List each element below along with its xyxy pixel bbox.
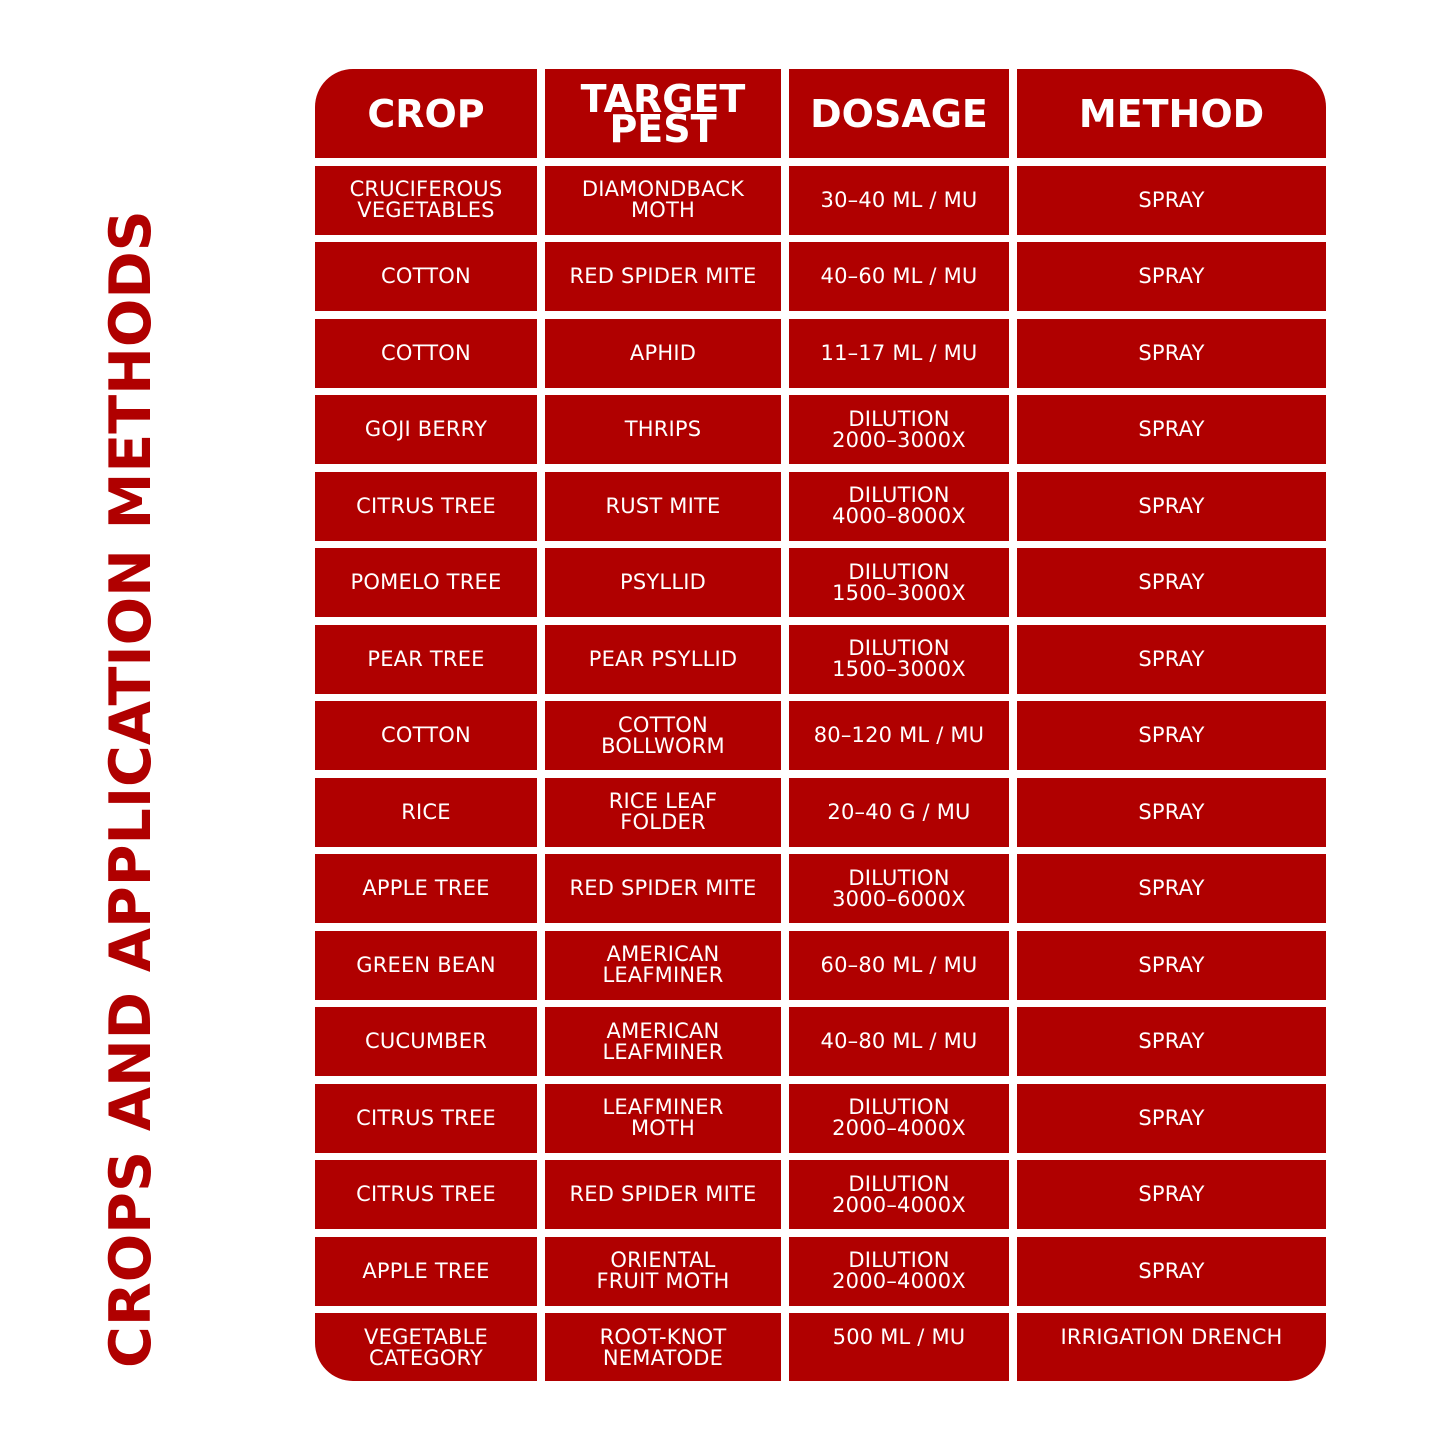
table-cell-dosage: DILUTION 2000–4000X (789, 1237, 1009, 1306)
table-cell-crop: COTTON (315, 701, 537, 770)
table-cell-crop: APPLE TREE (315, 1237, 537, 1306)
table-cell-method: SPRAY (1017, 472, 1326, 541)
table-cell-method: SPRAY (1017, 319, 1326, 388)
table-cell-dosage: DILUTION 2000–4000X (789, 1160, 1009, 1229)
table-cell-method: SPRAY (1017, 625, 1326, 694)
table-cell-dosage: DILUTION 4000–8000X (789, 472, 1009, 541)
table-cell-dosage: 11–17 ML / MU (789, 319, 1009, 388)
table-cell-method: SPRAY (1017, 1160, 1326, 1229)
table-cell-crop: COTTON (315, 319, 537, 388)
table-cell-target-pest: RED SPIDER MITE (545, 1160, 781, 1229)
table-cell-method: SPRAY (1017, 166, 1326, 235)
table-cell-crop: CRUCIFEROUS VEGETABLES (315, 166, 537, 235)
table-cell-target-pest: RED SPIDER MITE (545, 854, 781, 923)
table-cell-dosage: 20–40 G / MU (789, 778, 1009, 847)
table-cell-method: SPRAY (1017, 548, 1326, 617)
table-cell-dosage: DILUTION 2000–4000X (789, 1084, 1009, 1153)
table-cell-dosage: 80–120 ML / MU (789, 701, 1009, 770)
table-cell-crop: CUCUMBER (315, 1007, 537, 1076)
table-cell-target-pest: PSYLLID (545, 548, 781, 617)
table-cell-target-pest: THRIPS (545, 395, 781, 464)
table-cell-crop: GOJI BERRY (315, 395, 537, 464)
table-cell-target-pest: COTTON BOLLWORM (545, 701, 781, 770)
table-cell-target-pest: RICE LEAF FOLDER (545, 778, 781, 847)
table-cell-crop: CITRUS TREE (315, 472, 537, 541)
table-cell-method: SPRAY (1017, 931, 1326, 1000)
table-cell-crop: COTTON (315, 242, 537, 311)
table-cell-crop: APPLE TREE (315, 854, 537, 923)
table-cell-target-pest: RUST MITE (545, 472, 781, 541)
table-cell-target-pest: PEAR PSYLLID (545, 625, 781, 694)
crop-table (315, 69, 1326, 1381)
table-cell-target-pest: AMERICAN LEAFMINER (545, 931, 781, 1000)
table-cell-dosage: 30–40 ML / MU (789, 166, 1009, 235)
table-cell-method: SPRAY (1017, 1237, 1326, 1306)
table-cell-method: SPRAY (1017, 778, 1326, 847)
table-cell-crop: VEGETABLE CATEGORY (315, 1313, 537, 1381)
table-cell-dosage: 500 ML / MU (789, 1313, 1009, 1381)
header-crop: CROP (315, 69, 537, 158)
table-cell-crop: GREEN BEAN (315, 931, 537, 1000)
table-cell-crop: PEAR TREE (315, 625, 537, 694)
page-title: CROPS AND APPLICATION METHODS (98, 210, 164, 1368)
table-cell-dosage: 60–80 ML / MU (789, 931, 1009, 1000)
table-cell-target-pest: DIAMONDBACK MOTH (545, 166, 781, 235)
table-cell-method: SPRAY (1017, 701, 1326, 770)
table-cell-method: SPRAY (1017, 1007, 1326, 1076)
header-dosage: DOSAGE (789, 69, 1009, 158)
table-cell-dosage: 40–80 ML / MU (789, 1007, 1009, 1076)
table-cell-method: IRRIGATION DRENCH (1017, 1313, 1326, 1381)
table-cell-method: SPRAY (1017, 395, 1326, 464)
table-cell-target-pest: APHID (545, 319, 781, 388)
table-cell-target-pest: AMERICAN LEAFMINER (545, 1007, 781, 1076)
table-cell-crop: RICE (315, 778, 537, 847)
table-cell-target-pest: ORIENTAL FRUIT MOTH (545, 1237, 781, 1306)
table-cell-target-pest: LEAFMINER MOTH (545, 1084, 781, 1153)
table-cell-target-pest: RED SPIDER MITE (545, 242, 781, 311)
header-target-pest: TARGET PEST (545, 69, 781, 158)
table-cell-dosage: DILUTION 1500–3000X (789, 548, 1009, 617)
table-cell-method: SPRAY (1017, 1084, 1326, 1153)
table-cell-dosage: DILUTION 3000–6000X (789, 854, 1009, 923)
table-grid (315, 69, 1326, 1381)
table-cell-method: SPRAY (1017, 242, 1326, 311)
header-method: METHOD (1017, 69, 1326, 158)
table-cell-dosage: DILUTION 1500–3000X (789, 625, 1009, 694)
table-cell-crop: CITRUS TREE (315, 1160, 537, 1229)
table-cell-crop: CITRUS TREE (315, 1084, 537, 1153)
table-cell-crop: POMELO TREE (315, 548, 537, 617)
table-cell-dosage: 40–60 ML / MU (789, 242, 1009, 311)
table-cell-target-pest: ROOT-KNOT NEMATODE (545, 1313, 781, 1381)
table-cell-method: SPRAY (1017, 854, 1326, 923)
table-cell-dosage: DILUTION 2000–3000X (789, 395, 1009, 464)
